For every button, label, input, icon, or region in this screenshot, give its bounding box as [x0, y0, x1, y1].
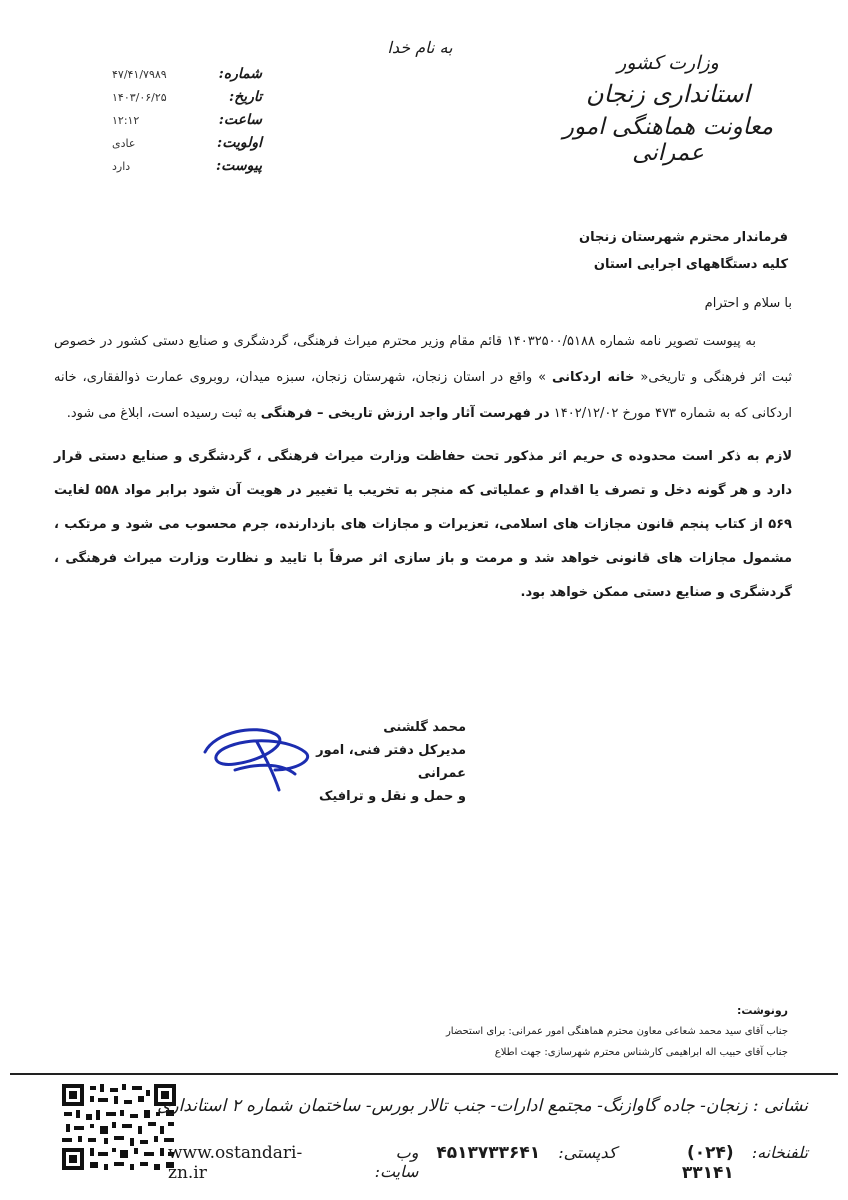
letter-body [54, 290, 792, 610]
cc-section [288, 1000, 788, 1063]
meta-time [112, 112, 262, 135]
footer-contact [168, 1143, 808, 1183]
meta-number-value: ۴۷/۴۱/۷۹۸۹ [112, 68, 167, 81]
website-link[interactable]: www.ostandari-zn.ir [168, 1143, 303, 1183]
meta-time-value: ۱۲:۱۲ [112, 114, 140, 127]
meta-priority-value: عادی [112, 137, 136, 150]
body-paragraph-2: لازم به ذکر است محدوده ی حریم اثر مذکور تحت حفاظت وزارت میراث فرهنگی ، گردشگری و صنایع دستی قرار دارد و هر گونه دخل و تصرف یا اقدام و عملیاتی که منجر به تخریب یا تغییر در هویت آن شود برابر مواد ۵۵۸ لغایت ۵۶۹ از کتاب پنجم قانون مجازات های اسلامی، تعزیرات و مجازات های بازدارنده، جرم محسوب می شود و مرتکب ، مشمول مجازات های قانونی خواهد شد و مرمت و باز سازی اثر صرفاً با تایید و نظارت وزارت میراث فرهنگی ، گردشگری و صنایع دستی ممکن خواهد بود. [54, 449, 792, 600]
body-text: » واقع در استان زنجان، شهرستان زنجان، سبزه میدان، روبروی عمارت ذوالفقاری، خانه اردکانی که به شماره ۴۷۳ مورخ ۱۴۰۲/۱۲/۰۲ [54, 370, 792, 421]
heritage-name: خانه اردکانی [552, 370, 635, 385]
body-text: به پیوست تصویر نامه شماره ۱۴۰۳۲۵۰۰/۵۱۸۸ قائم مقام وزیر محترم میراث فرهنگی، گردشگری و صنایع دستی کشور در خصوص ثبت اثر فرهنگی و تاریخی« [54, 334, 793, 385]
meta-priority [112, 135, 262, 158]
phone-number: (۰۲۴) ۳۳۱۴۱ [681, 1143, 734, 1183]
postal-code-label: کدپستی: [558, 1143, 617, 1162]
meta-number [112, 66, 262, 89]
signatory-title: مدیرکل دفتر فنی، امور عمرانی [316, 743, 466, 781]
meta-attachment [112, 158, 262, 181]
cc-line: جناب آقای حبیب اله ابراهیمی کارشناس محترم شهرسازی: جهت اطلاع [494, 1047, 788, 1058]
signature-block [286, 716, 466, 808]
meta-number-label: شماره: [218, 66, 262, 82]
meta-time-label: ساعت: [218, 112, 262, 128]
greeting: با سلام و احترام [704, 296, 792, 311]
meta-attachment-value: دارد [112, 160, 131, 173]
meta-date-label: تاریخ: [228, 89, 262, 105]
meta-date-value: ۱۴۰۳/۰۶/۲۵ [112, 91, 167, 104]
footer-divider [10, 1073, 838, 1075]
footer-address: نشانی : زنجان- جاده گاوازنگ- مجتمع ادارات- جنب تالار بورس- ساختمان شماره ۲ استانداری [157, 1096, 808, 1116]
meta-date [112, 89, 262, 112]
recipient-line: فرماندار محترم شهرستان زنجان [578, 230, 788, 245]
letter-motto: به نام خدا [387, 38, 453, 57]
website-label: وب سایت: [374, 1143, 419, 1181]
cc-label: رونوشت: [736, 1004, 788, 1017]
heritage-list-phrase: در فهرست آثار واجد ارزش تاریخی – فرهنگی [260, 406, 550, 421]
recipient-line: کلیه دستگاههای اجرایی استان [593, 257, 788, 272]
ministry-name: وزارت کشور [617, 52, 719, 74]
phone-label: تلفنخانه: [751, 1143, 808, 1162]
signatory-title: و حمل و نقل و ترافیک [319, 789, 466, 804]
meta-priority-label: اولویت: [217, 135, 262, 151]
postal-code-value: ۴۵۱۳۷۳۳۶۴۱ [436, 1143, 541, 1163]
organization-header [538, 52, 798, 166]
recipients [268, 224, 788, 278]
meta-attachment-label: پیوست: [216, 158, 262, 174]
letter-meta [112, 66, 262, 181]
deputy-office-name: معاونت هماهنگی امور عمرانی [562, 114, 774, 166]
cc-line: جناب آقای سید محمد شعاعی معاون محترم هماهنگی امور عمرانی: برای استحضار [445, 1026, 788, 1037]
signatory-name: محمد گلشنی [383, 720, 466, 735]
body-text: به ثبت رسیده است، ابلاغ می شود. [66, 406, 261, 421]
governorate-name: استانداری زنجان [586, 80, 750, 108]
body-paragraph-1 [54, 324, 792, 432]
